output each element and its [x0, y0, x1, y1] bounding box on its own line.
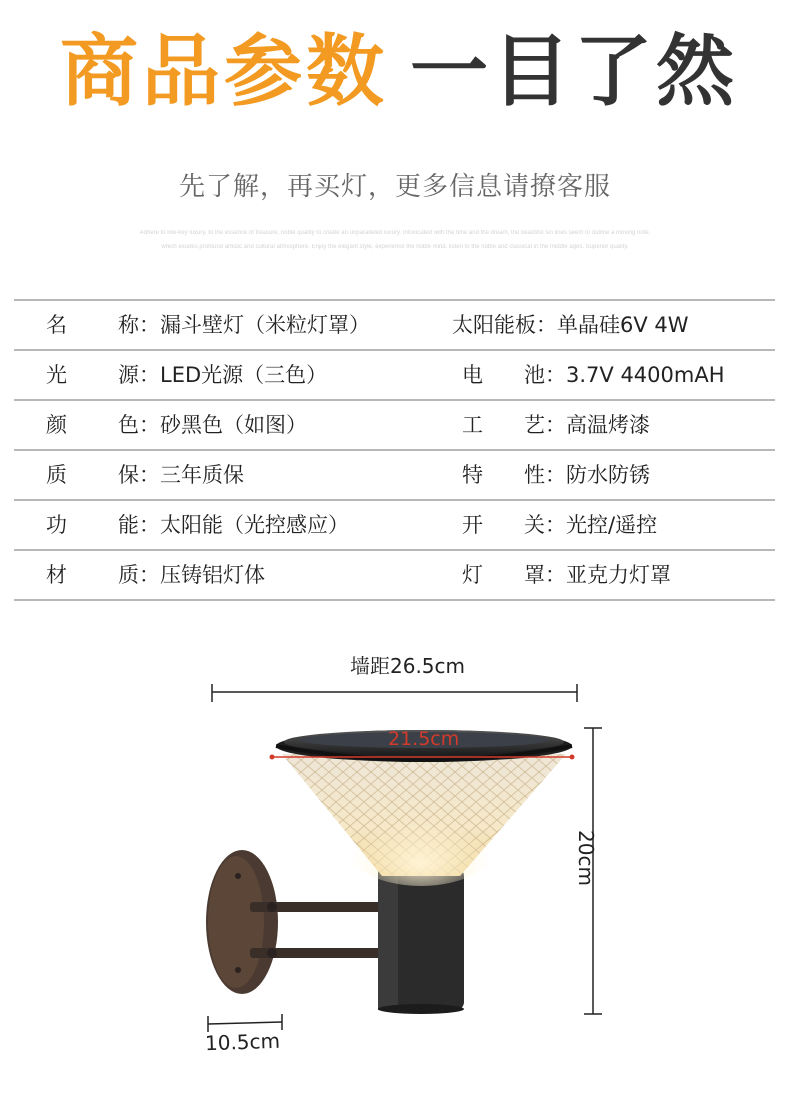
spec-key-right-a: 电 [462, 363, 483, 387]
spec-value-right [452, 301, 689, 349]
spec-value: 光控/遥控 [566, 513, 658, 537]
spec-key-right-b: 罩： [524, 563, 566, 587]
spec-key-right-a: 工 [462, 413, 483, 437]
page-title [0, 22, 790, 122]
spec-key-left-b: 色： [118, 413, 160, 437]
spec-value-right [524, 401, 650, 449]
spec-value-right [524, 551, 671, 599]
spec-value: 高温烤漆 [566, 413, 650, 437]
spec-key-left-b: 源： [118, 363, 160, 387]
spec-row [14, 301, 775, 351]
title-rest: 一目了然 [410, 27, 739, 117]
spec-value-left [118, 451, 244, 499]
spec-value-right [524, 351, 725, 399]
spec-value: 压铸铝灯体 [160, 563, 265, 587]
spec-key-left-b: 称： [118, 313, 160, 337]
spec-value: 3.7V 4400mAH [566, 363, 725, 387]
spec-key-right-a: 特 [462, 463, 483, 487]
lamp-illustration [0, 640, 790, 1112]
spec-key-right-a: 灯 [462, 563, 483, 587]
spec-value-left [118, 401, 307, 449]
spec-key-left-b: 能： [118, 513, 160, 537]
spec-row [14, 451, 775, 501]
spec-value: LED光源（三色） [160, 363, 328, 387]
spec-key-right-b: 性： [524, 463, 566, 487]
spec-key-right-a: 开 [462, 513, 483, 537]
fineprint-line-2: which exudes profound artistic and cultural atmosphere. Enjoy the elegant style, experience the noble mind, listen to the noble and classical in the middle ages. Superior quality. [161, 244, 629, 250]
title-highlight: 商品参数 [60, 27, 389, 117]
wall-mount-plate [206, 850, 278, 994]
spec-value-left [118, 551, 265, 599]
spec-key-left-a: 光 [46, 363, 67, 387]
spec-table [14, 299, 775, 601]
spec-key-left-a: 功 [46, 513, 67, 537]
spec-row [14, 401, 775, 451]
spec-key-left-a: 名 [46, 313, 67, 337]
lamp-diagram [0, 640, 790, 1112]
spec-key-right-b: 艺： [524, 413, 566, 437]
spec-key-right-b: 关： [524, 513, 566, 537]
cap-diameter-label: 21.5cm [388, 728, 460, 750]
spec-value-left [118, 301, 370, 349]
spec-value: 防水防锈 [566, 463, 650, 487]
subtitle: 先了解，再买灯，更多信息请撩客服 [178, 172, 611, 202]
spec-value-right [524, 501, 657, 549]
spec-key-left-a: 质 [46, 463, 67, 487]
spec-value: 三年质保 [160, 463, 244, 487]
spec-value-left [118, 351, 327, 399]
spec-value-right [524, 451, 650, 499]
height-label: 20cm [574, 830, 598, 886]
spec-value: 亚克力灯罩 [566, 563, 671, 587]
spec-value: 单晶硅6V 4W [557, 313, 689, 337]
lamp-body [378, 868, 464, 1014]
spec-key-left-a: 颜 [46, 413, 67, 437]
spec-key-left-b: 保： [118, 463, 160, 487]
spec-value: 砂黑色（如图） [160, 413, 307, 437]
lamp-shade [282, 754, 566, 886]
spec-row [14, 501, 775, 551]
base-diameter-label: 10.5cm [204, 1028, 281, 1056]
spec-key-right-b: 池： [524, 363, 566, 387]
spec-key-left-a: 材 [46, 563, 67, 587]
spec-value: 漏斗壁灯（米粒灯罩） [160, 313, 370, 337]
spec-key-right-a: 太阳能板： [452, 313, 557, 337]
fineprint-line-1: Adhere to low-key luxury, to the essence of treasure, noble quality to create an unparalleled luxury. Intoxicated with the time and the dream, the beautiful sin lines seem to outline a moving note, [139, 230, 651, 236]
spec-key-left-b: 质： [118, 563, 160, 587]
spec-value: 太阳能（光控感应） [160, 513, 349, 537]
spec-value-left [118, 501, 349, 549]
spec-row [14, 351, 775, 401]
wall-distance-label: 墙距26.5cm [350, 654, 466, 678]
spec-row [14, 551, 775, 601]
wall-distance-dimension [212, 684, 577, 702]
